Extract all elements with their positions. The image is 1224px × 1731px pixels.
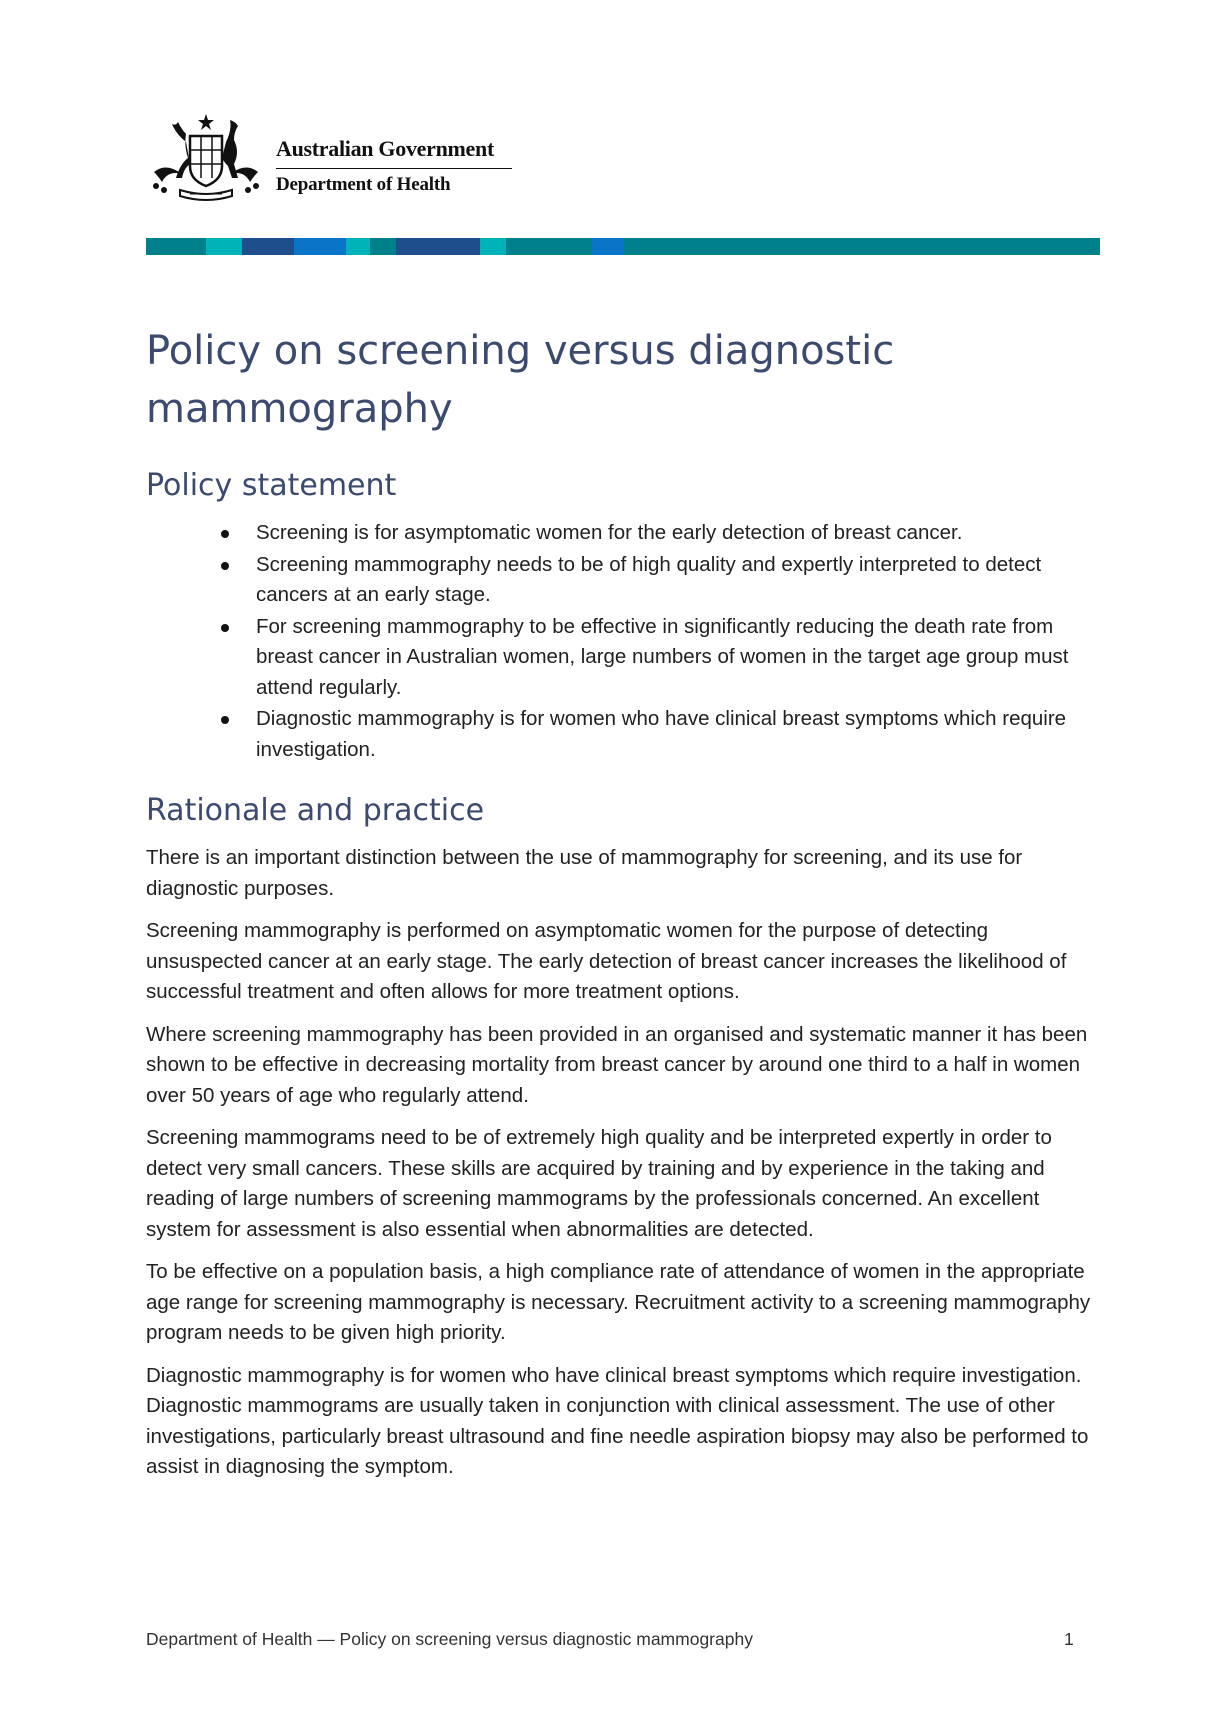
paragraph: To be effective on a population basis, a high compliance rate of attendance of women in the appropriate age range for screening mammography is necessary. Recruitment activity to a screening mammography program needs to be given high priority. [146,1260,1091,1344]
list-item-text: Screening mammography needs to be of high quality and expertly interpreted to detect cancers at an early stage. [256,552,1042,606]
band-segment [396,238,480,255]
paragraph: Screening mammograms need to be of extremely high quality and be interpreted expertly in order to detect very small cancers. These skills are acquired by training and by experience in the taking and reading of large numbers of screening mammograms by the professionals concerned. An excellent system for assessment is also essential when abnormalities are detected. [146,1126,1052,1241]
list-item [256,704,1096,765]
logo-divider [276,168,512,169]
band-segment [146,238,206,255]
band-segment [506,238,592,255]
footer-text: Department of Health — Policy on screening versus diagnostic mammography [146,1629,753,1649]
bullet-icon [221,716,229,724]
paragraph: Screening mammography is performed on asymptomatic women for the purpose of detecting unsuspected cancer at an early stage. The early detection of breast cancer increases the likelihood of successful treatment and often allows for more treatment options. [146,919,1067,1003]
bullet-icon [221,624,229,632]
policy-statement-heading: Policy statement [146,468,397,503]
bullet-icon [221,562,229,570]
department-name: Department of Health [276,174,451,195]
government-name: Australian Government [276,136,494,161]
page-number: 1 [1064,1629,1074,1649]
bullet-icon [221,530,229,538]
list-item [256,612,1096,704]
list-item-text: Diagnostic mammography is for women who have clinical breast symptoms which require investigation. [256,707,1067,761]
band-segment [206,238,242,255]
coat-of-arms-icon [146,112,266,204]
band-segment [624,238,1100,255]
paragraph: Where screening mammography has been provided in an organised and systematic manner it has been shown to be effective in decreasing mortality from breast cancer by around one third to a half in women over 50 years of age who regularly attend. [146,1022,1088,1107]
paragraph: Diagnostic mammography is for women who have clinical breast symptoms which require investigation. Diagnostic mammograms are usually taken in conjunction with clinical assessment. The use of other investigations, particularly breast ultrasound and fine needle aspiration biopsy may also be performed to assist in diagnosing the symptom. [146,1363,1089,1478]
document-body [146,466,1096,1495]
band-segment [294,238,346,255]
list-item [256,550,1096,611]
policy-statement-list [146,518,1096,765]
list-item [256,518,1096,549]
band-segment [592,238,624,255]
band-segment [346,238,370,255]
band-segment [370,238,396,255]
list-item-text: Screening is for asymptomatic women for the early detection of breast cancer. [256,521,963,544]
list-item-text: For screening mammography to be effective in significantly reducing the death rate from breast cancer in Australian women, large numbers of women in the target age group must attend regularly. [256,614,1069,699]
government-logo [146,112,516,204]
document-title: Policy on screening versus diagnostic mammography [146,328,895,432]
header-color-band [146,238,1100,255]
band-segment [480,238,506,255]
paragraph: There is an important distinction between the use of mammography for screening, and its use for diagnostic purposes. [146,846,1023,900]
rationale-heading: Rationale and practice [146,793,485,828]
band-segment [242,238,294,255]
